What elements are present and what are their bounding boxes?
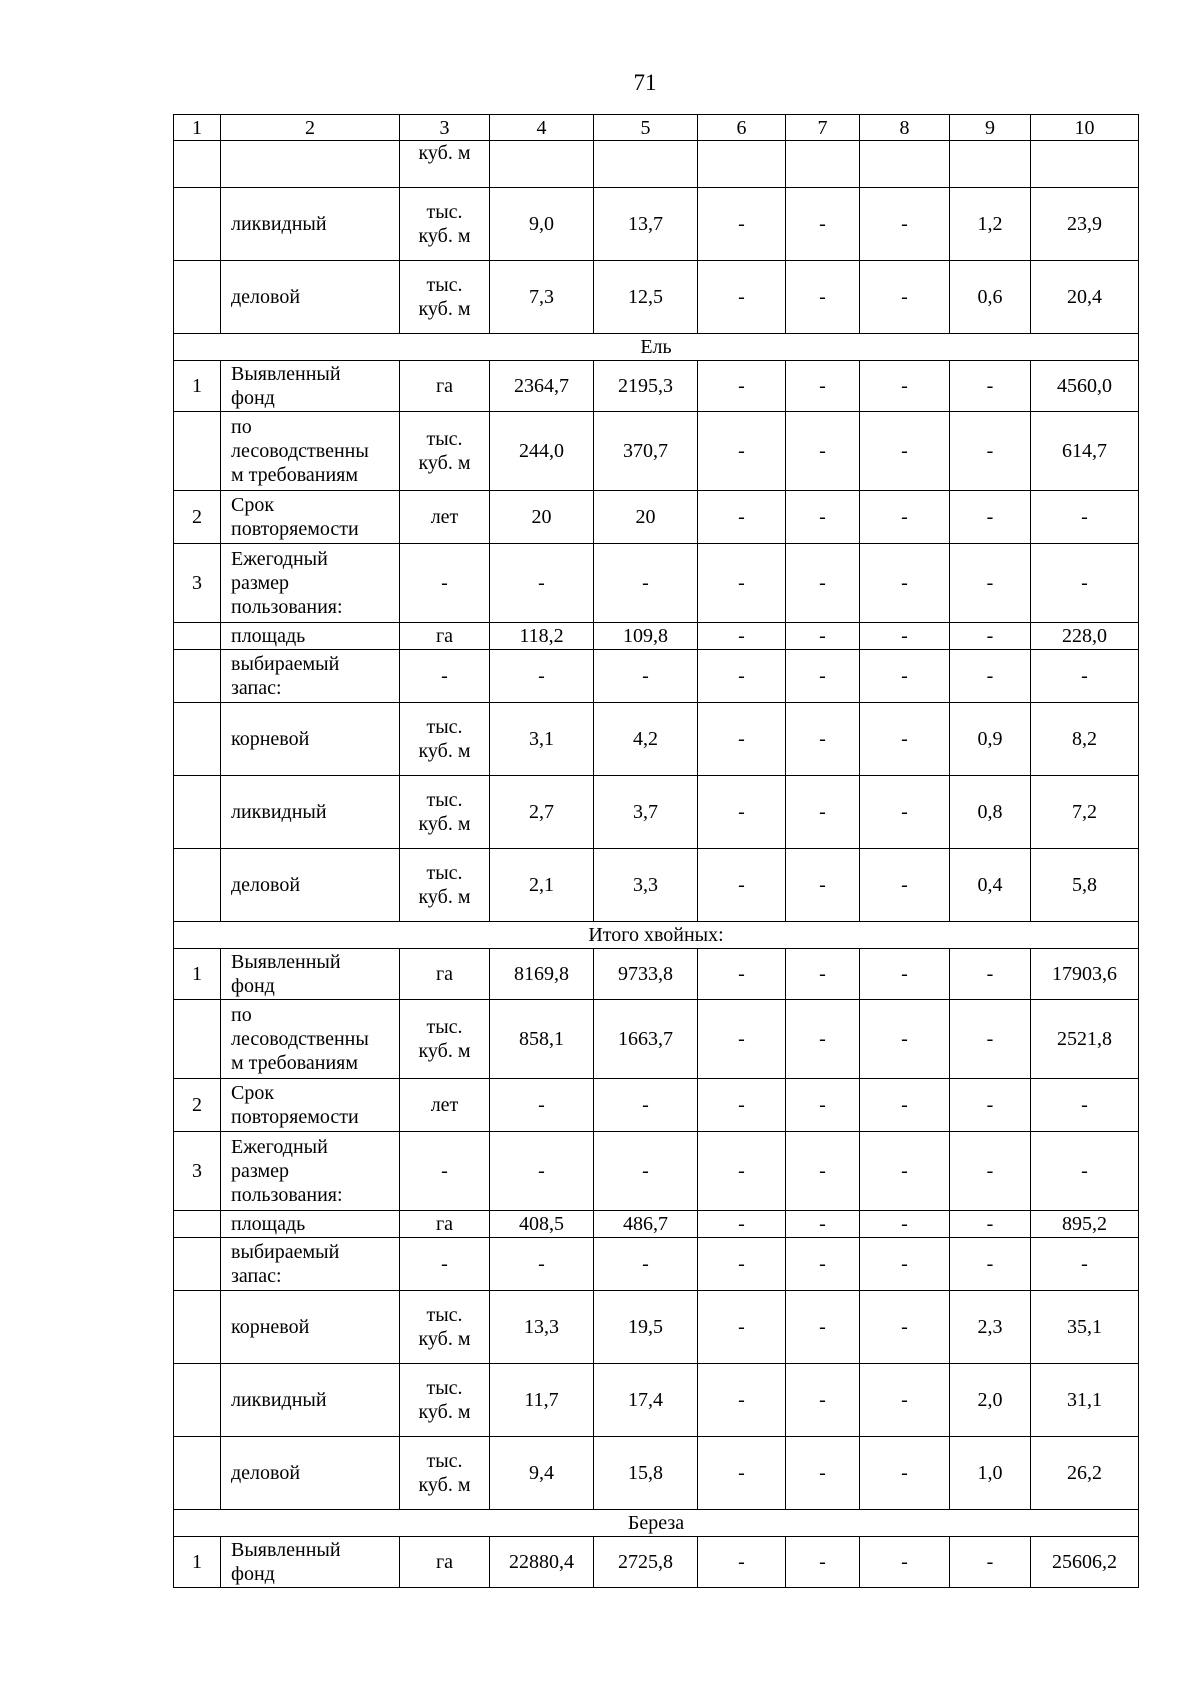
header-cell: 5: [594, 115, 698, 141]
table-row: [174, 1291, 1139, 1364]
table-row: [174, 1437, 1139, 1510]
value-cell: [490, 141, 594, 188]
value-cell: -: [786, 261, 860, 334]
unit-cell: куб. м: [400, 141, 490, 188]
value-cell: -: [1031, 491, 1139, 544]
value-cell: -: [698, 1132, 786, 1211]
value-cell: -: [950, 491, 1031, 544]
section-title: Береза: [174, 1510, 1139, 1537]
row-number-cell: [174, 1437, 221, 1510]
row-number-cell: [174, 141, 221, 188]
value-cell: -: [950, 1132, 1031, 1211]
value-cell: -: [786, 1238, 860, 1291]
value-cell: 2725,8: [594, 1537, 698, 1588]
value-cell: -: [786, 703, 860, 776]
indicator-cell: по лесоводственны м требованиям: [221, 412, 400, 491]
indicator-cell: выбираемый запас:: [221, 650, 400, 703]
value-cell: 2364,7: [490, 361, 594, 412]
section-row: [174, 334, 1139, 361]
header-cell: 9: [950, 115, 1031, 141]
value-cell: 1,0: [950, 1437, 1031, 1510]
value-cell: 2,0: [950, 1364, 1031, 1437]
unit-cell: тыс. куб. м: [400, 412, 490, 491]
forest-use-table: [173, 114, 1139, 1588]
value-cell: [594, 141, 698, 188]
value-cell: -: [950, 650, 1031, 703]
value-cell: -: [950, 1537, 1031, 1588]
value-cell: [698, 141, 786, 188]
value-cell: -: [490, 1079, 594, 1132]
value-cell: 20: [490, 491, 594, 544]
unit-cell: лет: [400, 1079, 490, 1132]
unit-cell: тыс. куб. м: [400, 703, 490, 776]
value-cell: 11,7: [490, 1364, 594, 1437]
value-cell: 0,6: [950, 261, 1031, 334]
value-cell: -: [860, 1537, 950, 1588]
indicator-cell: Выявленный фонд: [221, 1537, 400, 1588]
section-row: [174, 922, 1139, 949]
value-cell: -: [786, 776, 860, 849]
value-cell: 9,0: [490, 188, 594, 261]
row-number-cell: 2: [174, 491, 221, 544]
unit-cell: тыс. куб. м: [400, 1437, 490, 1510]
value-cell: -: [490, 1238, 594, 1291]
indicator-cell: деловой: [221, 261, 400, 334]
value-cell: 25606,2: [1031, 1537, 1139, 1588]
value-cell: -: [1031, 650, 1139, 703]
unit-cell: лет: [400, 491, 490, 544]
value-cell: -: [860, 261, 950, 334]
row-number-cell: 3: [174, 1132, 221, 1211]
indicator-cell: площадь: [221, 1211, 400, 1238]
value-cell: -: [490, 544, 594, 623]
value-cell: -: [950, 412, 1031, 491]
value-cell: -: [786, 1291, 860, 1364]
section-row: [174, 1510, 1139, 1537]
row-number-cell: 1: [174, 1537, 221, 1588]
value-cell: -: [860, 1000, 950, 1079]
value-cell: 614,7: [1031, 412, 1139, 491]
indicator-cell: деловой: [221, 849, 400, 922]
row-number-cell: [174, 261, 221, 334]
value-cell: -: [786, 544, 860, 623]
value-cell: -: [860, 949, 950, 1000]
indicator-cell: площадь: [221, 623, 400, 650]
value-cell: 19,5: [594, 1291, 698, 1364]
value-cell: 1,2: [950, 188, 1031, 261]
value-cell: 17,4: [594, 1364, 698, 1437]
unit-cell: га: [400, 623, 490, 650]
row-number-cell: 1: [174, 361, 221, 412]
unit-cell: -: [400, 544, 490, 623]
value-cell: 3,1: [490, 703, 594, 776]
value-cell: -: [698, 544, 786, 623]
unit-cell: тыс. куб. м: [400, 849, 490, 922]
unit-cell: -: [400, 650, 490, 703]
table-row: [174, 849, 1139, 922]
unit-cell: тыс. куб. м: [400, 1291, 490, 1364]
value-cell: -: [1031, 1238, 1139, 1291]
section-title: Ель: [174, 334, 1139, 361]
value-cell: -: [950, 949, 1031, 1000]
value-cell: 4560,0: [1031, 361, 1139, 412]
value-cell: -: [860, 544, 950, 623]
value-cell: -: [490, 1132, 594, 1211]
value-cell: 31,1: [1031, 1364, 1139, 1437]
value-cell: 408,5: [490, 1211, 594, 1238]
table-row: [174, 141, 1139, 188]
value-cell: 486,7: [594, 1211, 698, 1238]
value-cell: -: [698, 361, 786, 412]
value-cell: -: [860, 1211, 950, 1238]
value-cell: -: [786, 1437, 860, 1510]
value-cell: -: [786, 412, 860, 491]
value-cell: -: [950, 1211, 1031, 1238]
value-cell: -: [1031, 1079, 1139, 1132]
table-row: [174, 1079, 1139, 1132]
value-cell: 2521,8: [1031, 1000, 1139, 1079]
value-cell: -: [786, 1364, 860, 1437]
value-cell: 3,7: [594, 776, 698, 849]
value-cell: 26,2: [1031, 1437, 1139, 1510]
table-row: [174, 623, 1139, 650]
row-number-cell: [174, 1211, 221, 1238]
row-number-cell: [174, 776, 221, 849]
row-number-cell: [174, 1291, 221, 1364]
page-number: 71: [633, 70, 657, 95]
value-cell: -: [594, 1132, 698, 1211]
table-row: [174, 949, 1139, 1000]
row-number-cell: 1: [174, 949, 221, 1000]
value-cell: -: [950, 1079, 1031, 1132]
value-cell: -: [860, 1364, 950, 1437]
row-number-cell: [174, 412, 221, 491]
value-cell: -: [698, 412, 786, 491]
value-cell: -: [860, 623, 950, 650]
value-cell: -: [786, 1211, 860, 1238]
unit-cell: га: [400, 1537, 490, 1588]
value-cell: -: [860, 650, 950, 703]
value-cell: [786, 141, 860, 188]
value-cell: 109,8: [594, 623, 698, 650]
table-row: [174, 491, 1139, 544]
row-number-cell: [174, 188, 221, 261]
value-cell: 2,1: [490, 849, 594, 922]
value-cell: -: [786, 1132, 860, 1211]
header-cell: 4: [490, 115, 594, 141]
value-cell: 3,3: [594, 849, 698, 922]
value-cell: 9,4: [490, 1437, 594, 1510]
unit-cell: тыс. куб. м: [400, 1364, 490, 1437]
unit-cell: тыс. куб. м: [400, 188, 490, 261]
value-cell: -: [786, 650, 860, 703]
value-cell: 0,9: [950, 703, 1031, 776]
value-cell: -: [786, 849, 860, 922]
indicator-cell: Срок повторяемости: [221, 491, 400, 544]
table-row: [174, 1364, 1139, 1437]
table-header-row: [174, 115, 1139, 141]
value-cell: -: [786, 491, 860, 544]
value-cell: 895,2: [1031, 1211, 1139, 1238]
value-cell: -: [950, 623, 1031, 650]
value-cell: 20: [594, 491, 698, 544]
value-cell: -: [594, 1238, 698, 1291]
unit-cell: -: [400, 1132, 490, 1211]
value-cell: -: [950, 1238, 1031, 1291]
row-number-cell: [174, 1364, 221, 1437]
value-cell: -: [950, 361, 1031, 412]
value-cell: [1031, 141, 1139, 188]
row-number-cell: [174, 1238, 221, 1291]
value-cell: -: [786, 623, 860, 650]
value-cell: -: [860, 1291, 950, 1364]
value-cell: 8169,8: [490, 949, 594, 1000]
indicator-cell: выбираемый запас:: [221, 1238, 400, 1291]
table-row: [174, 1132, 1139, 1211]
value-cell: -: [786, 188, 860, 261]
indicator-cell: Срок повторяемости: [221, 1079, 400, 1132]
value-cell: 15,8: [594, 1437, 698, 1510]
indicator-cell: корневой: [221, 703, 400, 776]
value-cell: 8,2: [1031, 703, 1139, 776]
indicator-cell: ликвидный: [221, 776, 400, 849]
row-number-cell: 2: [174, 1079, 221, 1132]
value-cell: -: [698, 491, 786, 544]
unit-cell: га: [400, 361, 490, 412]
value-cell: -: [698, 1437, 786, 1510]
header-cell: 2: [221, 115, 400, 141]
table-row: [174, 650, 1139, 703]
table-row: [174, 776, 1139, 849]
value-cell: -: [698, 623, 786, 650]
header-cell: 1: [174, 115, 221, 141]
value-cell: 228,0: [1031, 623, 1139, 650]
value-cell: -: [860, 1437, 950, 1510]
value-cell: -: [860, 1238, 950, 1291]
value-cell: -: [698, 949, 786, 1000]
value-cell: 7,3: [490, 261, 594, 334]
header-cell: 6: [698, 115, 786, 141]
value-cell: 7,2: [1031, 776, 1139, 849]
value-cell: 0,4: [950, 849, 1031, 922]
value-cell: -: [698, 703, 786, 776]
table-row: [174, 412, 1139, 491]
row-number-cell: 3: [174, 544, 221, 623]
value-cell: -: [950, 544, 1031, 623]
value-cell: -: [1031, 1132, 1139, 1211]
value-cell: -: [950, 1000, 1031, 1079]
table-row: [174, 544, 1139, 623]
row-number-cell: [174, 650, 221, 703]
value-cell: 118,2: [490, 623, 594, 650]
value-cell: -: [1031, 544, 1139, 623]
value-cell: 370,7: [594, 412, 698, 491]
value-cell: -: [786, 1079, 860, 1132]
row-number-cell: [174, 1000, 221, 1079]
value-cell: 17903,6: [1031, 949, 1139, 1000]
value-cell: 1663,7: [594, 1000, 698, 1079]
unit-cell: -: [400, 1238, 490, 1291]
value-cell: [950, 141, 1031, 188]
table-row: [174, 1000, 1139, 1079]
value-cell: -: [786, 1000, 860, 1079]
row-number-cell: [174, 703, 221, 776]
unit-cell: тыс. куб. м: [400, 261, 490, 334]
value-cell: 22880,4: [490, 1537, 594, 1588]
value-cell: -: [860, 1132, 950, 1211]
header-cell: 3: [400, 115, 490, 141]
value-cell: 9733,8: [594, 949, 698, 1000]
value-cell: -: [698, 261, 786, 334]
value-cell: 0,8: [950, 776, 1031, 849]
table-row: [174, 261, 1139, 334]
indicator-cell: деловой: [221, 1437, 400, 1510]
value-cell: -: [860, 776, 950, 849]
value-cell: -: [698, 1537, 786, 1588]
row-number-cell: [174, 623, 221, 650]
value-cell: -: [860, 849, 950, 922]
value-cell: -: [698, 776, 786, 849]
value-cell: -: [698, 188, 786, 261]
table-row: [174, 703, 1139, 776]
value-cell: -: [698, 650, 786, 703]
value-cell: 12,5: [594, 261, 698, 334]
value-cell: 5,8: [1031, 849, 1139, 922]
value-cell: -: [594, 650, 698, 703]
indicator-cell: [221, 141, 400, 188]
value-cell: -: [698, 1000, 786, 1079]
value-cell: -: [698, 849, 786, 922]
unit-cell: тыс. куб. м: [400, 776, 490, 849]
value-cell: -: [594, 1079, 698, 1132]
table-row: [174, 188, 1139, 261]
indicator-cell: по лесоводственны м требованиям: [221, 1000, 400, 1079]
value-cell: 2,3: [950, 1291, 1031, 1364]
value-cell: 23,9: [1031, 188, 1139, 261]
unit-cell: га: [400, 949, 490, 1000]
value-cell: 35,1: [1031, 1291, 1139, 1364]
header-cell: 7: [786, 115, 860, 141]
indicator-cell: Ежегодный размер пользования:: [221, 1132, 400, 1211]
table-row: [174, 1211, 1139, 1238]
header-cell: 10: [1031, 115, 1139, 141]
section-title: Итого хвойных:: [174, 922, 1139, 949]
value-cell: -: [698, 1238, 786, 1291]
value-cell: 2195,3: [594, 361, 698, 412]
table-row: [174, 1238, 1139, 1291]
value-cell: 244,0: [490, 412, 594, 491]
value-cell: 13,7: [594, 188, 698, 261]
value-cell: -: [698, 1079, 786, 1132]
indicator-cell: корневой: [221, 1291, 400, 1364]
table-row: [174, 361, 1139, 412]
indicator-cell: ликвидный: [221, 1364, 400, 1437]
value-cell: -: [786, 949, 860, 1000]
table-row: [174, 1537, 1139, 1588]
indicator-cell: Ежегодный размер пользования:: [221, 544, 400, 623]
value-cell: -: [698, 1291, 786, 1364]
value-cell: 2,7: [490, 776, 594, 849]
value-cell: -: [698, 1211, 786, 1238]
value-cell: -: [860, 491, 950, 544]
table-body: [174, 115, 1139, 1588]
indicator-cell: Выявленный фонд: [221, 361, 400, 412]
unit-cell: га: [400, 1211, 490, 1238]
unit-cell: тыс. куб. м: [400, 1000, 490, 1079]
value-cell: -: [594, 544, 698, 623]
value-cell: -: [786, 361, 860, 412]
value-cell: 13,3: [490, 1291, 594, 1364]
header-cell: 8: [860, 115, 950, 141]
value-cell: -: [860, 1079, 950, 1132]
value-cell: -: [698, 1364, 786, 1437]
value-cell: -: [860, 412, 950, 491]
value-cell: -: [786, 1537, 860, 1588]
value-cell: -: [860, 188, 950, 261]
value-cell: -: [860, 703, 950, 776]
value-cell: 858,1: [490, 1000, 594, 1079]
row-number-cell: [174, 849, 221, 922]
value-cell: -: [490, 650, 594, 703]
indicator-cell: Выявленный фонд: [221, 949, 400, 1000]
value-cell: [860, 141, 950, 188]
value-cell: 4,2: [594, 703, 698, 776]
indicator-cell: ликвидный: [221, 188, 400, 261]
value-cell: 20,4: [1031, 261, 1139, 334]
value-cell: -: [860, 361, 950, 412]
